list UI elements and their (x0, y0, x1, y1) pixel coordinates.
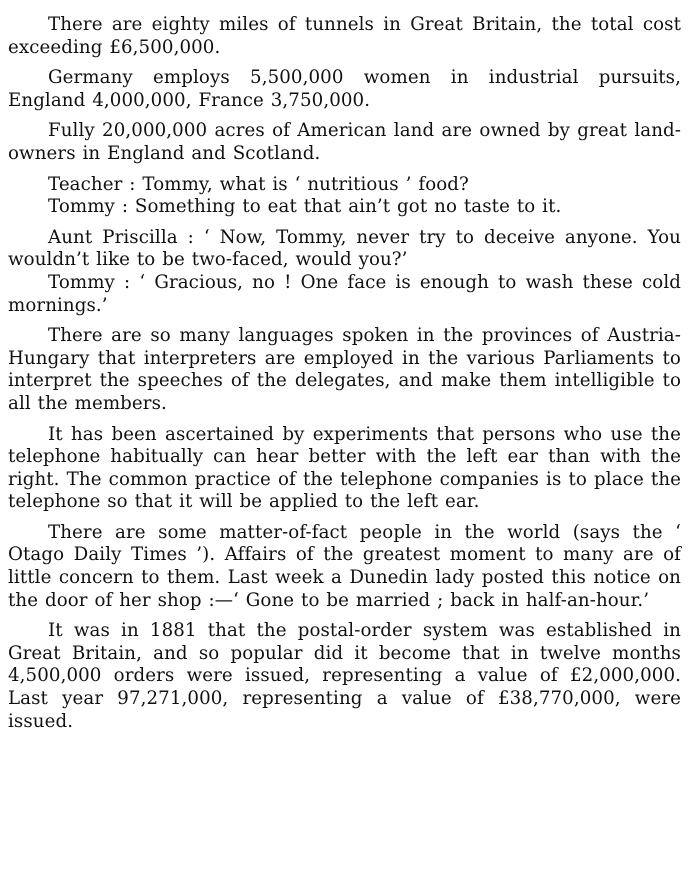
paragraph-teacher-question: Teacher : Tommy, what is ‘ nutritious ’ food? (48, 173, 469, 195)
paragraph-tunnels: There are eighty miles of tunnels in Great Britain, the total cost exceeding £6,500,000. (8, 14, 681, 58)
paragraph-women-employment: Germany employs 5,500,000 women in industrial pursuits, England 4,000,000, France 3,750,000. (8, 67, 681, 111)
paragraph-tommy-reply: Tommy : ‘ Gracious, no ! One face is enough to wash these cold mornings.’ (8, 271, 681, 316)
paragraph-aunt-priscilla: Aunt Priscilla : ‘ Now, Tommy, never try to deceive anyone. You wouldn’t like to be two-faced, would you?’ (8, 226, 681, 271)
paragraph-telephone-ear: It has been ascertained by experiments that persons who use the telephone habitually can hear better with the left ear than with the right. The common practice of the telephone companies is to place the telephone so that it will be applied to the left ear. (8, 423, 681, 513)
paragraph-american-land: Fully 20,000,000 acres of American land are owned by great land-owners in England and Scotland. (8, 120, 681, 164)
paragraph-dunedin-lady: There are some matter-of-fact people in the world (says the ‘ Otago Daily Times ’). Affairs of the greatest moment to many are of little concern to them. Last week a Dunedin lady posted this notice on the door of her shop :—‘ Gone to be married ; back in half-an-hour.’ (8, 521, 681, 611)
paragraph-postal-order: It was in 1881 that the postal-order system was established in Great Britain, and so popular did it become that in twelve months 4,500,000 orders were issued, representing a value of £2,000,000. Last year 97,271,000, representing a value of £38,770,000, were issued. (8, 620, 681, 732)
paragraph-austria-hungary: There are so many languages spoken in the provinces of Austria-Hungary that interpreters are employed in the various Parliaments to interpret the speeches of the delegates, and make them intelligible to all the members. (8, 325, 681, 414)
paragraph-tommy-answer: Tommy : Something to eat that ain’t got no taste to it. (48, 196, 562, 218)
